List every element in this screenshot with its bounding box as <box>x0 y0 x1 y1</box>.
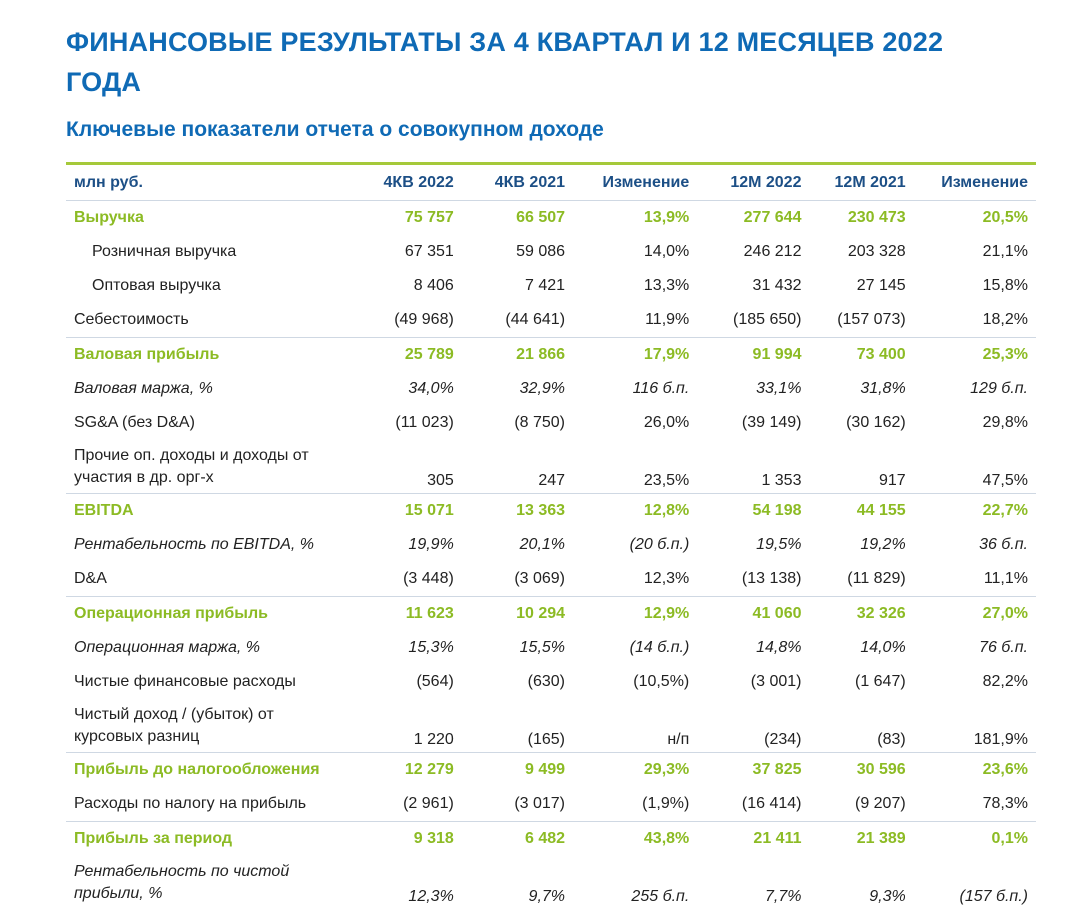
row-label: Розничная выручка <box>92 243 237 260</box>
table-cell: 11 623 <box>351 597 462 632</box>
table-cell: (8 750) <box>514 414 566 431</box>
table-cell: 21 411 <box>697 822 809 857</box>
table-cell: 8 406 <box>413 277 454 294</box>
table-cell: 32 326 <box>809 597 913 632</box>
table-cell: 12,3% <box>408 888 454 905</box>
table-cell: (2 961) <box>403 795 454 812</box>
table-cell: (30 162) <box>846 414 906 431</box>
table-row <box>66 338 1036 373</box>
table-row <box>66 753 1036 788</box>
table-header-row <box>66 166 1036 201</box>
column-header: млн руб. <box>66 166 351 201</box>
column-header: Изменение <box>914 166 1036 201</box>
table-cell: 82,2% <box>982 673 1028 690</box>
table-cell: 41 060 <box>697 597 809 632</box>
table-cell: 36 б.п. <box>979 536 1028 553</box>
table-cell: (564) <box>416 673 454 690</box>
table-row <box>66 665 1036 699</box>
table-cell: 44 155 <box>809 494 913 529</box>
table-cell: 7 421 <box>524 277 566 294</box>
table-cell: (157 073) <box>837 311 906 328</box>
table-cell: 37 825 <box>697 753 809 788</box>
table-cell: 15,8% <box>982 277 1028 294</box>
table-row <box>66 303 1036 338</box>
row-label: Прочие оп. доходы и доходы от участия в др. орг-х <box>74 446 309 486</box>
table-row <box>66 787 1036 822</box>
table-cell: 116 б.п. <box>632 380 690 397</box>
table-cell: 34,0% <box>408 380 454 397</box>
table-cell: 12 279 <box>351 753 462 788</box>
table-cell: (13 138) <box>741 570 802 587</box>
table-cell: 22,7% <box>914 494 1036 529</box>
table-cell: 18,2% <box>982 311 1028 328</box>
row-label: Чистые финансовые расходы <box>74 673 296 690</box>
table-cell: (11 829) <box>847 570 906 587</box>
table-row <box>66 699 1036 753</box>
table-cell: 10 294 <box>462 597 573 632</box>
row-label: Валовая прибыль <box>66 338 351 373</box>
table-row <box>66 440 1036 494</box>
table-cell: 9,3% <box>869 888 906 905</box>
table-row <box>66 269 1036 303</box>
table-cell: 13 363 <box>462 494 573 529</box>
table-cell: 31 432 <box>752 277 802 294</box>
table-row <box>66 235 1036 269</box>
row-label: Валовая маржа, % <box>74 380 213 397</box>
table-cell: (630) <box>527 673 566 690</box>
table-cell: 9,7% <box>528 888 566 905</box>
table-cell: 33,1% <box>756 380 802 397</box>
table-cell: 0,1% <box>914 822 1036 857</box>
table-cell: 66 507 <box>462 201 573 236</box>
table-cell: 73 400 <box>809 338 913 373</box>
table-row <box>66 494 1036 529</box>
row-label: Прибыль до налогообложения <box>66 753 351 788</box>
table-cell: (234) <box>764 731 802 748</box>
table-cell: 47,5% <box>982 472 1028 489</box>
table-cell: 11,1% <box>983 570 1028 587</box>
table-cell: 32,9% <box>519 380 566 397</box>
table-cell: (3 001) <box>750 673 802 690</box>
table-cell: (14 б.п.) <box>629 639 690 656</box>
table-cell: (16 414) <box>741 795 802 812</box>
row-label: EBITDA <box>66 494 351 529</box>
table-cell: (44 641) <box>505 311 566 328</box>
table-cell: (185 650) <box>732 311 802 328</box>
table-cell: (1 647) <box>854 673 906 690</box>
table-cell: (1,9%) <box>642 795 690 812</box>
table-cell: 14,8% <box>756 639 802 656</box>
table-cell: (11 023) <box>395 414 454 431</box>
row-label: Выручка <box>66 201 351 236</box>
table-cell: 14,0% <box>643 243 690 260</box>
table-cell: 21 389 <box>809 822 913 857</box>
table-cell: (9 207) <box>854 795 906 812</box>
table-cell: 20,5% <box>914 201 1036 236</box>
table-row <box>66 372 1036 406</box>
table-cell: 31,8% <box>860 380 906 397</box>
section-subtitle: Ключевые показатели отчета о совокупном доходе <box>66 118 604 141</box>
table-cell: н/п <box>667 731 690 748</box>
table-cell: 43,8% <box>573 822 697 857</box>
table-cell: 20,1% <box>519 536 566 553</box>
table-cell: 19,2% <box>860 536 906 553</box>
row-label: Рентабельность по чистой прибыли, % <box>74 862 290 902</box>
table-cell: 19,9% <box>408 536 454 553</box>
table-cell: 29,8% <box>982 414 1028 431</box>
table-cell: 11,9% <box>645 311 690 328</box>
page-title: ФИНАНСОВЫЕ РЕЗУЛЬТАТЫ ЗА 4 КВАРТАЛ И 12 МЕСЯЦЕВ 2022 ГОДА <box>66 27 944 97</box>
row-label: Рентабельность по EBITDA, % <box>74 536 314 553</box>
table-cell: 23,6% <box>914 753 1036 788</box>
table-cell: (39 149) <box>741 414 802 431</box>
table-cell: 6 482 <box>462 822 573 857</box>
table-cell: 13,3% <box>643 277 690 294</box>
column-header: 12М 2021 <box>809 166 913 201</box>
table-cell: 255 б.п. <box>631 888 690 905</box>
table-row <box>66 597 1036 632</box>
table-row <box>66 631 1036 665</box>
table-cell: 247 <box>538 472 566 489</box>
table-cell: 1 220 <box>413 731 454 748</box>
table-cell: 14,0% <box>860 639 906 656</box>
table-cell: 76 б.п. <box>979 639 1028 656</box>
table-cell: 1 353 <box>761 472 802 489</box>
table-cell: 30 596 <box>809 753 913 788</box>
column-header: Изменение <box>573 166 697 201</box>
table-cell: (20 б.п.) <box>629 536 690 553</box>
table-cell: (165) <box>527 731 566 748</box>
table-row <box>66 528 1036 562</box>
row-label: D&A <box>74 570 107 587</box>
table-cell: 277 644 <box>697 201 809 236</box>
table-cell: 203 328 <box>847 243 906 260</box>
table-cell: 129 б.п. <box>970 380 1028 397</box>
table-row <box>66 562 1036 597</box>
table-cell: (3 017) <box>514 795 566 812</box>
table-cell: 305 <box>427 472 454 489</box>
table-cell: 12,3% <box>643 570 690 587</box>
table-cell: (157 б.п.) <box>959 888 1028 905</box>
table-cell: 15,3% <box>408 639 454 656</box>
table-cell: 9 318 <box>351 822 462 857</box>
table-cell: 21 866 <box>462 338 573 373</box>
table-cell: 91 994 <box>697 338 809 373</box>
table-cell: 181,9% <box>973 731 1028 748</box>
table-cell: 15,5% <box>519 639 566 656</box>
table-cell: 27,0% <box>914 597 1036 632</box>
column-header: 4КВ 2021 <box>462 166 573 201</box>
income-statement-table <box>66 166 1036 909</box>
table-cell: 25,3% <box>914 338 1036 373</box>
table-cell: 12,9% <box>573 597 697 632</box>
row-label: Операционная прибыль <box>66 597 351 632</box>
table-cell: (49 968) <box>394 311 454 328</box>
table-cell: 23,5% <box>643 472 690 489</box>
column-header: 4КВ 2022 <box>351 166 462 201</box>
table-cell: 75 757 <box>351 201 462 236</box>
table-cell: 21,1% <box>982 243 1028 260</box>
table-cell: 54 198 <box>697 494 809 529</box>
table-cell: 59 086 <box>516 243 566 260</box>
table-cell: (10,5%) <box>633 673 690 690</box>
table-row <box>66 201 1036 236</box>
table-row <box>66 856 1036 909</box>
row-label: Прибыль за период <box>66 822 351 857</box>
table-cell: 13,9% <box>573 201 697 236</box>
table-cell: 7,7% <box>765 888 802 905</box>
table-cell: 29,3% <box>573 753 697 788</box>
row-label: SG&A (без D&A) <box>74 414 195 431</box>
table-cell: 67 351 <box>404 243 454 260</box>
table-cell: 230 473 <box>809 201 913 236</box>
table-row <box>66 822 1036 857</box>
table-cell: 15 071 <box>351 494 462 529</box>
table-row <box>66 406 1036 440</box>
table-cell: 12,8% <box>573 494 697 529</box>
table-cell: 26,0% <box>643 414 690 431</box>
table-cell: 27 145 <box>856 277 906 294</box>
table-cell: 9 499 <box>462 753 573 788</box>
row-label: Расходы по налогу на прибыль <box>74 795 307 812</box>
row-label: Операционная маржа, % <box>74 639 260 656</box>
table-cell: 25 789 <box>351 338 462 373</box>
table-cell: (3 448) <box>403 570 454 587</box>
table-cell: 246 212 <box>743 243 802 260</box>
table-cell: (83) <box>877 731 906 748</box>
table-cell: 19,5% <box>756 536 802 553</box>
section-divider <box>66 162 1036 165</box>
table-cell: 917 <box>878 472 906 489</box>
table-cell: (3 069) <box>514 570 566 587</box>
row-label: Себестоимость <box>74 311 189 328</box>
row-label: Оптовая выручка <box>92 277 221 294</box>
table-cell: 78,3% <box>982 795 1028 812</box>
row-label: Чистый доход / (убыток) от курсовых разниц <box>74 705 274 745</box>
column-header: 12М 2022 <box>697 166 809 201</box>
table-cell: 17,9% <box>573 338 697 373</box>
